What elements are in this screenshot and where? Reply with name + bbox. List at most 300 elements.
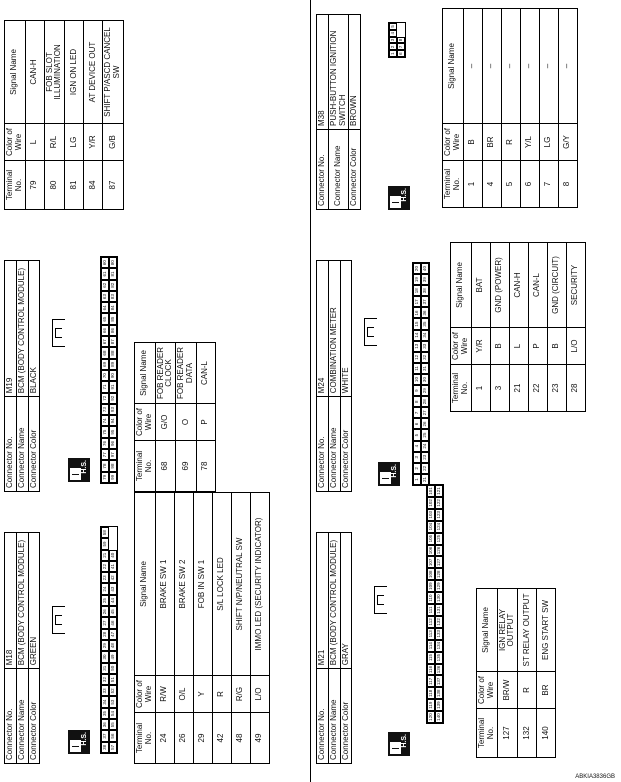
pin-cell: 47	[109, 629, 117, 640]
col-terminal: Terminal No.	[451, 365, 472, 412]
pin-cell: 41	[109, 561, 117, 572]
color-cell: LG	[539, 124, 558, 161]
figure-id: ABKIA3836GB	[575, 774, 615, 780]
pin-cell: 40	[421, 263, 429, 274]
pin-cell: 60	[101, 257, 109, 268]
m21-info-table	[316, 532, 352, 764]
m18-pin-grid	[100, 526, 118, 754]
hs-label: H.S.	[391, 464, 398, 478]
terminal-cell: 78	[196, 441, 215, 492]
pin-cell: 86	[109, 325, 117, 336]
pin-cell: 116	[427, 664, 435, 676]
pin-cell: 42	[109, 572, 117, 583]
color-cell: L/O	[250, 676, 269, 713]
table-row	[193, 493, 212, 764]
color-cell: Y	[193, 676, 212, 713]
signal-cell: FOB SLOT ILLUMINATION	[44, 21, 65, 124]
pin-cell: 80	[109, 257, 117, 268]
pin-cell: 130	[435, 592, 443, 604]
value: BLACK	[28, 261, 40, 397]
value: PUSH-BUTTON IGNITION SWITCH	[328, 15, 349, 130]
pin-cell: 24	[421, 441, 429, 452]
terminal-cell: 79	[25, 161, 44, 210]
pin-cell: 28	[101, 629, 109, 640]
pin-cell: 26	[421, 418, 429, 429]
pin-cell: 90	[109, 370, 117, 381]
signal-cell: –	[463, 9, 482, 124]
hs-label: H.S.	[401, 734, 408, 748]
signal-cell: GND (CIRCUIT)	[547, 243, 566, 328]
connector-latch	[374, 586, 387, 614]
terminal-cell: 8	[558, 161, 577, 208]
table-row	[520, 9, 539, 208]
book-icon	[390, 742, 401, 754]
pin-cell: 72	[101, 393, 109, 404]
color-cell: G/O	[155, 404, 176, 441]
pin-cell: 37	[101, 730, 109, 741]
terminal-cell: 21	[509, 365, 528, 412]
pin-cell: 21	[101, 550, 109, 561]
pin-cell: 6	[413, 418, 421, 429]
pin-cell: 135	[435, 652, 443, 664]
pin-cell: 117	[427, 675, 435, 687]
signal-cell: BAT	[471, 243, 490, 328]
connector-latch	[364, 318, 377, 346]
signal-cell: SHIFT N/P/NEUTRAL SW	[231, 493, 250, 676]
pin-cell: 70	[101, 370, 109, 381]
pin-cell: 112	[427, 616, 435, 628]
table-row	[518, 589, 537, 758]
pin-cell: 101	[427, 485, 435, 497]
pin-cell: 52	[109, 685, 117, 696]
m21-pin-grid	[426, 484, 444, 724]
color-cell: B	[547, 328, 566, 365]
table-row	[558, 9, 577, 208]
col-signal: Signal Name	[135, 493, 156, 676]
col-signal: Signal Name	[477, 589, 498, 672]
pin-cell: 126	[435, 545, 443, 557]
pin-cell: 29	[101, 640, 109, 651]
pin-cell: 66	[101, 325, 109, 336]
pin-cell: 62	[101, 280, 109, 291]
color-cell: O/L	[174, 676, 193, 713]
terminal-cell: 48	[231, 713, 250, 764]
book-icon	[70, 468, 81, 480]
label: Connector Color	[340, 669, 352, 764]
table-row	[509, 243, 528, 412]
pin-cell: 37	[421, 296, 429, 307]
hs-icon	[378, 462, 400, 486]
pin-cell: 20	[413, 263, 421, 274]
pin-cell: 38	[101, 742, 109, 753]
pin-cell: 82	[109, 280, 117, 291]
pin-cell: 35	[101, 708, 109, 719]
label: Connector Color	[28, 669, 40, 764]
book-icon	[380, 472, 391, 484]
value: M21	[317, 533, 329, 669]
terminal-cell: 28	[566, 365, 585, 412]
m38-signal-table	[442, 8, 578, 208]
hs-label: H.S.	[81, 460, 88, 474]
label: Connector No.	[317, 397, 329, 492]
pin-cell: 30	[101, 651, 109, 662]
pin-cell: 87	[109, 336, 117, 347]
col-terminal: Terminal No.	[135, 441, 156, 492]
pin-cell: 51	[109, 674, 117, 685]
label: Connector Name	[328, 669, 340, 764]
pin-cell: 32	[421, 352, 429, 363]
pin-cell: 4	[413, 441, 421, 452]
table-row	[471, 243, 490, 412]
table-row	[155, 493, 174, 764]
m38-info-table	[316, 14, 361, 210]
pin-cell: 118	[427, 687, 435, 699]
pin-cell: 43	[109, 584, 117, 595]
pin-cell: 84	[109, 302, 117, 313]
pin-cell: 55	[109, 719, 117, 730]
pin-cell: 67	[101, 336, 109, 347]
terminal-cell: 140	[537, 709, 556, 758]
signal-cell: CAN-L	[528, 243, 547, 328]
pin-cell: 50	[109, 663, 117, 674]
signal-cell: –	[558, 9, 577, 124]
pin-cell: 14	[413, 330, 421, 341]
terminal-cell: 3	[490, 365, 509, 412]
pin-cell: 53	[109, 697, 117, 708]
signal-cell: ENG START SW	[537, 589, 556, 672]
m21-signal-table	[476, 588, 556, 758]
pin-cell: 77	[101, 449, 109, 460]
value: BCM (BODY CONTROL MODULE)	[16, 261, 28, 397]
signal-cell: –	[520, 9, 539, 124]
terminal-cell: 24	[155, 713, 174, 764]
pin-cell: 27	[101, 617, 109, 628]
hs-icon	[388, 732, 410, 756]
terminal-cell: 84	[84, 161, 103, 210]
pin-cell: 63	[101, 291, 109, 302]
pin-cell: 103	[427, 509, 435, 521]
label: Connector No.	[5, 397, 17, 492]
table-row	[497, 589, 518, 758]
pin-cell: 134	[435, 640, 443, 652]
pin-cell: 74	[101, 415, 109, 426]
table-row	[501, 9, 520, 208]
pin-cell: 79	[101, 472, 109, 483]
pin-cell: 119	[427, 699, 435, 711]
pin-cell: 58	[101, 527, 109, 538]
m19-pin-grid	[100, 256, 118, 484]
color-cell: R/G	[231, 676, 250, 713]
pin-cell: 73	[101, 404, 109, 415]
pin-cell: 56	[109, 730, 117, 741]
pin-cell: 48	[109, 640, 117, 651]
pin-cell: 124	[435, 521, 443, 533]
pin-cell: 88	[109, 347, 117, 358]
m24-pin-grid	[412, 262, 430, 486]
table-row	[482, 9, 501, 208]
connector-latch	[52, 606, 65, 634]
pin-cell: 69	[101, 359, 109, 370]
color-cell: Y/L	[520, 124, 539, 161]
pin-cell: 97	[109, 449, 117, 460]
pin-cell: 96	[109, 438, 117, 449]
col-signal: Signal Name	[451, 243, 472, 328]
pin-cell: 5	[413, 430, 421, 441]
color-cell: R	[501, 124, 520, 161]
label: Connector Name	[328, 397, 340, 492]
signal-cell: SECURITY	[566, 243, 585, 328]
signal-cell: –	[501, 9, 520, 124]
pin-cell: 31	[101, 663, 109, 674]
color-cell: L	[25, 124, 44, 161]
pin-cell: 8	[413, 396, 421, 407]
col-signal: Signal Name	[443, 9, 464, 124]
color-cell: BR	[537, 672, 556, 709]
pin-cell: 4	[389, 30, 397, 37]
pin-cell: 127	[435, 556, 443, 568]
terminal-cell: 127	[497, 709, 518, 758]
pin-cell: 21	[421, 474, 429, 485]
pin-cell: 25	[101, 595, 109, 606]
color-cell: BR	[482, 124, 501, 161]
m18-info-table	[4, 532, 40, 764]
pin-cell: 2	[413, 463, 421, 474]
pin-cell: 3	[413, 452, 421, 463]
color-cell: G/B	[103, 124, 124, 161]
hs-label: H.S.	[401, 188, 408, 202]
pin-cell: 123	[435, 509, 443, 521]
pin-cell: 28	[421, 396, 429, 407]
pin-cell: 98	[109, 460, 117, 471]
label: Connector Name	[16, 669, 28, 764]
terminal-cell: 6	[520, 161, 539, 208]
label: Connector Name	[328, 130, 349, 210]
pin-cell: 27	[421, 407, 429, 418]
m19-signal-table	[134, 342, 216, 492]
value: M18	[5, 533, 17, 669]
value: GRAY	[340, 533, 352, 669]
signal-cell: CAN-H	[509, 243, 528, 328]
pin-cell: 129	[435, 580, 443, 592]
pin-cell: 25	[421, 430, 429, 441]
table-row	[537, 589, 556, 758]
signal-cell: CAN-H	[25, 21, 44, 124]
terminal-cell: 23	[547, 365, 566, 412]
signal-cell: FOB READER DATA	[176, 343, 197, 404]
pin-cell: 64	[101, 302, 109, 313]
table-row	[547, 243, 566, 412]
pin-cell: 68	[101, 347, 109, 358]
pin-cell: 49	[109, 651, 117, 662]
pin-cell: 24	[101, 584, 109, 595]
pin-cell: 23	[101, 572, 109, 583]
pin-cell: 57	[109, 742, 117, 753]
hs-icon	[68, 458, 90, 482]
pin-cell: 33	[101, 685, 109, 696]
signal-cell: FOB IN SW 1	[193, 493, 212, 676]
label: Connector Name	[16, 397, 28, 492]
pin-cell: 12	[413, 352, 421, 363]
signal-cell: BRAKE SW 2	[174, 493, 193, 676]
terminal-cell: 7	[539, 161, 558, 208]
value: BCM (BODY CONTROL MODULE)	[16, 533, 28, 669]
signal-cell: IGN RELAY OUTPUT	[497, 589, 518, 672]
color-cell: L/O	[566, 328, 585, 365]
col-color: Color of Wire	[5, 124, 26, 161]
table-row	[250, 493, 269, 764]
value: M19	[5, 261, 17, 397]
pin-cell: 5	[389, 23, 397, 30]
pin-cell: 39	[421, 274, 429, 285]
terminal-cell: 29	[193, 713, 212, 764]
pin-cell: 6	[397, 50, 405, 57]
pin-cell: 140	[435, 711, 443, 723]
terminal-cell: 22	[528, 365, 547, 412]
book-icon	[390, 196, 401, 208]
pin-cell: 34	[101, 697, 109, 708]
value: BROWN	[349, 15, 361, 130]
pin-cell: 138	[435, 687, 443, 699]
pin-cell: 85	[109, 314, 117, 325]
pin-cell: 120	[427, 711, 435, 723]
table-row	[103, 21, 124, 210]
pin-cell: 121	[435, 485, 443, 497]
pin-cell: 89	[109, 359, 117, 370]
pin-cell: 9	[413, 385, 421, 396]
label: Connector Color	[349, 130, 361, 210]
table-row	[231, 493, 250, 764]
label: Connector Color	[340, 397, 352, 492]
table-row	[566, 243, 585, 412]
connector-latch	[52, 319, 65, 347]
pin-cell: 108	[427, 568, 435, 580]
m19-info-table	[4, 260, 40, 492]
signal-cell: IMMO LED (SECURITY INDICATOR)	[250, 493, 269, 676]
pin-cell: 71	[101, 381, 109, 392]
pin-cell: 78	[101, 460, 109, 471]
table-row	[539, 9, 558, 208]
pin-cell: 111	[427, 604, 435, 616]
col-color: Color of Wire	[477, 672, 498, 709]
col-terminal: Terminal No.	[135, 713, 156, 764]
table-row	[490, 243, 509, 412]
table-row	[174, 493, 193, 764]
color-cell: Y/R	[84, 124, 103, 161]
pin-cell: 131	[435, 604, 443, 616]
pin-cell: 65	[101, 314, 109, 325]
terminal-cell: 4	[482, 161, 501, 208]
label: Connector No.	[317, 130, 329, 210]
pin-cell: 18	[413, 285, 421, 296]
color-cell: R	[518, 672, 537, 709]
pin-cell: 11	[413, 363, 421, 374]
pin-cell: 128	[435, 568, 443, 580]
table-row	[25, 21, 44, 210]
color-cell: L	[509, 328, 528, 365]
pin-cell: 34	[421, 330, 429, 341]
signal-cell: AT DEVICE OUT	[84, 21, 103, 124]
pin-cell: 104	[427, 521, 435, 533]
pin-cell: 1	[413, 474, 421, 485]
pin-cell: 46	[109, 617, 117, 628]
value: M24	[317, 261, 329, 397]
m24-signal-table	[450, 242, 586, 412]
pin-cell: 40	[109, 550, 117, 561]
table-row	[65, 21, 84, 210]
pin-cell: 94	[109, 415, 117, 426]
pin-cell: 106	[427, 545, 435, 557]
value: GREEN	[28, 533, 40, 669]
color-cell: B	[463, 124, 482, 161]
terminal-cell: 49	[250, 713, 269, 764]
m19-signal-table-2	[4, 20, 124, 210]
pin-cell: 8	[397, 37, 405, 44]
color-cell: P	[528, 328, 547, 365]
terminal-cell: 80	[44, 161, 65, 210]
hs-label: H.S.	[81, 732, 88, 746]
color-cell: BR/W	[497, 672, 518, 709]
value: WHITE	[340, 261, 352, 397]
color-cell: Y/R	[471, 328, 490, 365]
col-color: Color of Wire	[451, 328, 472, 365]
m24-info-table	[316, 260, 352, 492]
pin-cell: 93	[109, 404, 117, 415]
hs-icon	[68, 730, 90, 754]
col-color: Color of Wire	[135, 676, 156, 713]
pin-cell: 102	[427, 497, 435, 509]
table-row	[176, 343, 197, 492]
pin-cell: 3	[389, 37, 397, 44]
col-signal: Signal Name	[5, 21, 26, 124]
pin-cell: 10	[413, 374, 421, 385]
pin-cell: 23	[421, 452, 429, 463]
col-terminal: Terminal No.	[443, 161, 464, 208]
column-divider	[310, 0, 311, 782]
pin-cell: 110	[427, 592, 435, 604]
label: Connector Color	[28, 397, 40, 492]
pin-cell: 136	[435, 664, 443, 676]
pin-cell: 44	[109, 595, 117, 606]
color-cell: R	[212, 676, 231, 713]
value: COMBINATION METER	[328, 261, 340, 397]
table-row	[196, 343, 215, 492]
hs-icon	[388, 186, 410, 210]
table-row	[463, 9, 482, 208]
pin-cell: 36	[421, 307, 429, 318]
pin-cell: 33	[421, 341, 429, 352]
signal-cell: FOB READER CLOCK	[155, 343, 176, 404]
table-row	[44, 21, 65, 210]
pin-cell: 83	[109, 291, 117, 302]
pin-cell: 133	[435, 628, 443, 640]
terminal-cell: 5	[501, 161, 520, 208]
pin-cell: 7	[397, 43, 405, 50]
pin-cell: 137	[435, 675, 443, 687]
pin-cell: 95	[109, 427, 117, 438]
color-cell: R/W	[155, 676, 174, 713]
signal-cell: BRAKE SW 1	[155, 493, 174, 676]
pin-cell: 32	[101, 674, 109, 685]
signal-cell: –	[539, 9, 558, 124]
signal-cell: S/L LOCK LED	[212, 493, 231, 676]
pin-cell: 122	[435, 497, 443, 509]
terminal-cell: 1	[471, 365, 490, 412]
pin-cell: 15	[413, 319, 421, 330]
pin-cell: 36	[101, 719, 109, 730]
terminal-cell: 42	[212, 713, 231, 764]
color-cell: P	[196, 404, 215, 441]
pin-cell: 139	[435, 699, 443, 711]
